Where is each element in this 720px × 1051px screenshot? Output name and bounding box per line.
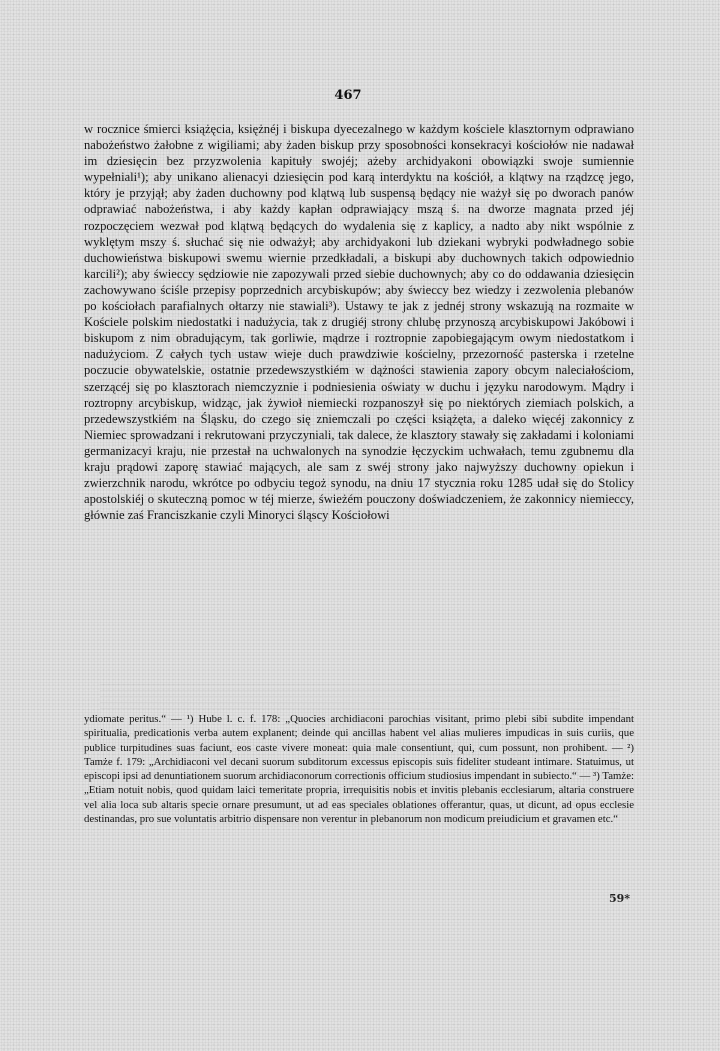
body-paragraph: w rocznice śmierci książęcia, księżnéj i biskupa dyecezalnego w każdym kościele klasztornym odprawiano nabożeństwo żałobne z wigiliami; aby żaden biskup przy sposobności konsekracyi kościołów nie nadawał im dziesięcin bez przyzwolenia kapituły swojéj; ażeby archidyakoni obowiązki swoje sumiennie wypełniali¹); aby unikano alienacyi dziesięcin pod karą interdyktu na kościół, a klątwy na rządzcę jego, który je przyjął; aby żaden duchowny pod klątwą lub suspensą będący nie ważył się po dworach panów odprawiać nabożeństwa, i aby każdy kapłan odprawiający mszą ś. na dworze magnata przed jéj rozpoczęciem wezwał pod klątwą będących do wydalenia się z kaplicy, a nadto aby nikt wspólnie z wyklętym mszy ś. słuchać się nie odważył; aby archidyakoni lub dziekani wybryki podwładnego sobie duchowieństwa biskupowi swemu wiernie przedkładali, a biskupi aby duchownych takich odpowiednio karcili²); aby świeccy sędziowie nie zapozywali przed siebie duchownych; aby co do oddawania dziesięcin zachowywano ściśle przepisy poprzednich arcybiskupów; aby świeccy bez wiedzy i zezwolenia plebanów po kościołach parafialnych ołtarzy nie stawiali³). Ustawy te jak z jednéj strony wskazują na rozmaite w Kościele polskim niedostatki i nadużycia, tak z drugiéj strony chlubę przynoszą arcybiskupowi Jakóbowi i biskupom z nim obradującym, tak gorliwie, mądrze i roztropnie zapobiegającym owym niedostatkom i nadużyciom. Z całych tych ustaw wieje duch prawdziwie kościelny, przezorność pasterska i rzetelne poczucie obywatelskie, ostatnie przedewszystkiém w dążności stawienia zapory obcym naleciałościom, szerzącéj się po klasztorach niemczyznie i podniesienia oświaty w duchu i języku narodowym. Mądry i roztropny arcybiskup, widząc, jak żywioł niemiecki rozpanoszył się po niektórych ziemiach polskich, a przedewszystkiém na Śląsku, do czego się zniemczali po części książęta, a daleko więcéj zakonnicy z Niemiec sprowadzani i rekrutowani przyczyniali, tak dalece, że klasztory stawały się zakładami i koloniami germanizacyi kraju, nie przestał na uchwalonych na synodzie łęczyckim uchwałach, temu zgubnemu dla kraju prądowi zaporę stawiać mających, ale sam z swéj strony jako najwyższy duchowny opiekun i zwierzchnik narodu, wkrótce po odbyciu tegoż synodu, na dniu 17 stycznia roku 1285 udał się do Stolicy apostolskiéj o skuteczną pomoc w téj mierze, świeżém pouczony doświadczeniem, że zakonnicy niemieccy, głównie zaś Franciszkanie czyli Minoryci śląscy Kościołowi bbox=[84, 122, 634, 523]
bleed-through-area bbox=[100, 683, 620, 709]
page-number: 467 bbox=[334, 88, 362, 103]
printer-signature-mark: 59* bbox=[608, 892, 630, 905]
footnotes: ydiomate peritus.“ — ¹) Hube l. c. f. 178: „Quocies archidiaconi parochias visitant, primo plebi sibi subdite impendant spiritualia, predicationis verba autem explanent; deinde qui ancillas habent vel alias mulieres impudicas in suis curiis, que publice turpitudines suas faciunt, eos caste vivere moneat: quia male consentiunt, qui, cum possunt, non prohibent. — ²) Tamże f. 179: „Archidiaconi vel decani suorum subditorum excessus episcopis suis fideliter studeant intimare. Statuimus, ut episcopi ipsi ad denuntiationem suorum archidiaconorum correctionis officium studiosius impendant in subiecto.“ — ³) Tamże: „Etiam notuit nobis, quod quidam laici temeritate propria, irrequisitis nobis et invitis plebanis ecclesiarum, altaria construere vel alia loca sub altaris specie ornare presumunt, ut ad eas speciales oblationes offerantur, quas, ut dicunt, ad opus ecclesie destinandas, pro sue voluntatis arbitrio dispensare non verentur in plebanorum non modicum preiudicium et gravamen etc.“ bbox=[84, 713, 634, 826]
